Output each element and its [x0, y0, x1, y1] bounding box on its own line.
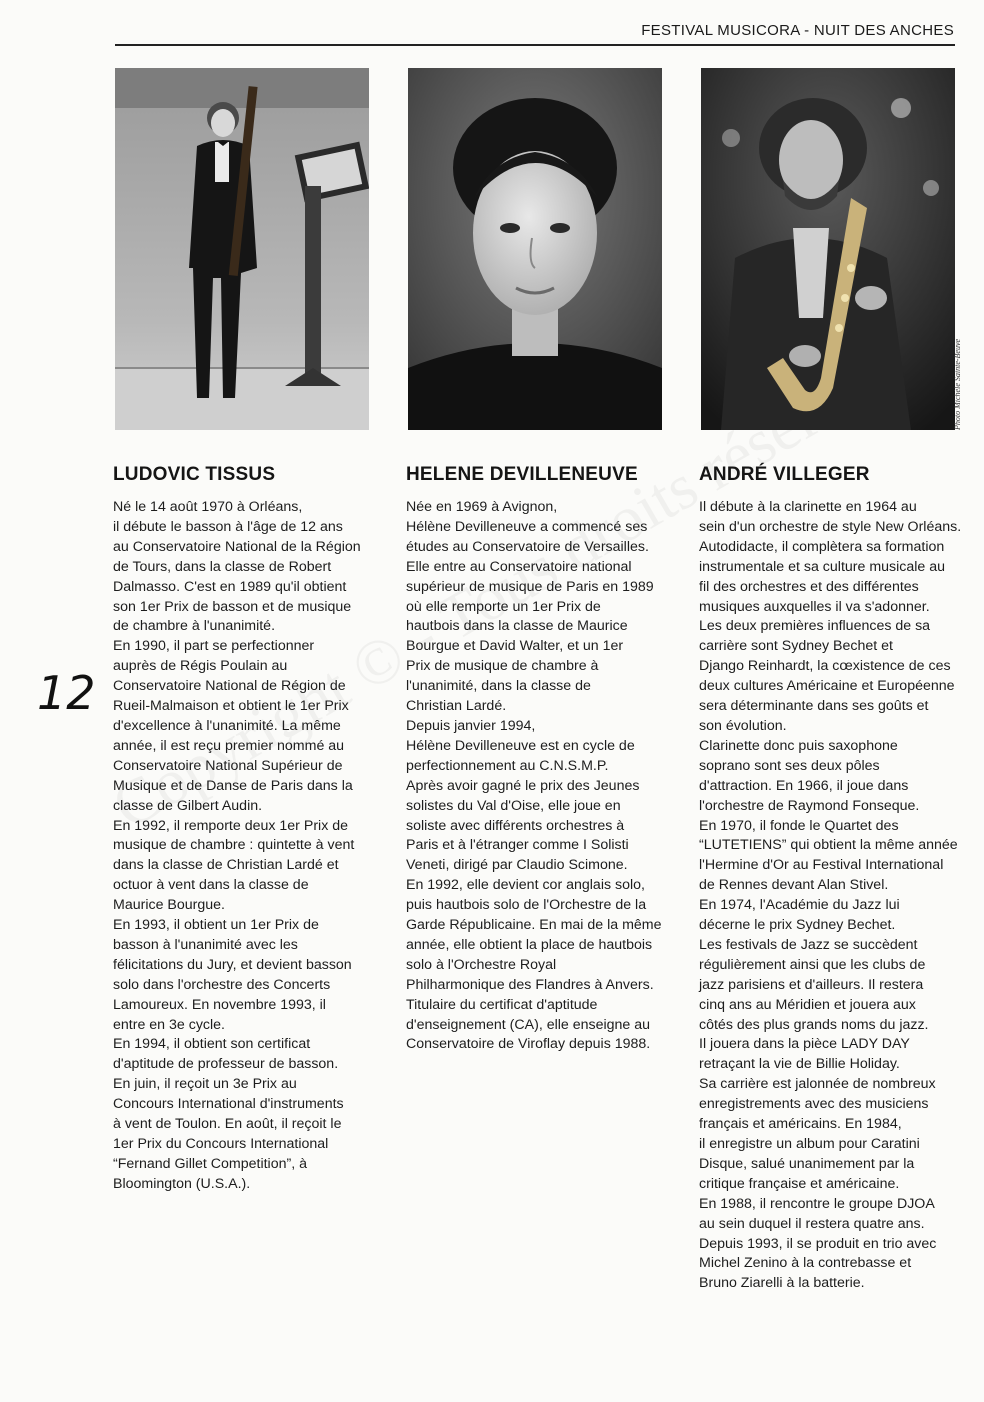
bio-line: il débute le basson à l'âge de 12 ans — [113, 518, 343, 535]
bio-line: Paris et à l'étranger comme I Solisti — [406, 837, 629, 854]
photo-ludovic-tissus — [115, 68, 369, 430]
bio-line: Django Reinhardt, la cœxistence de ces — [699, 658, 951, 675]
bio-line: à vent de Toulon. En août, il reçoit le — [113, 1116, 342, 1133]
photo-ludovic-tissus-image — [115, 68, 369, 430]
bio-text — [113, 498, 375, 1195]
bio-column-helene-devilleneuve — [406, 464, 672, 1055]
bio-line: Dalmasso. C'est en 1989 qu'il obtient — [113, 578, 347, 595]
bio-line: de chambre à l'unanimité. — [113, 618, 276, 635]
bio-line: En juin, il reçoit un 3e Prix au — [113, 1076, 297, 1093]
bio-line: fil des orchestres et des différentes — [699, 578, 919, 595]
bio-line: solo à l'Orchestre Royal — [406, 956, 557, 973]
bio-line: sera déterminante dans ses goûts et — [699, 698, 929, 715]
bio-line: l'unanimité, dans la classe de — [406, 678, 591, 695]
bio-line: Né le 14 août 1970 à Orléans, — [113, 499, 303, 515]
bio-line: Hélène Devilleneuve a commencé ses — [406, 518, 648, 535]
bio-name: LUDOVIC TISSUS — [113, 464, 276, 485]
bio-line: solo dans l'orchestre des Concerts — [113, 976, 331, 993]
bio-line: Musique et de Danse de Paris dans la — [113, 777, 353, 794]
bio-line: En 1992, elle devient cor anglais solo, — [406, 877, 645, 894]
bio-column-ludovic-tissus — [113, 464, 375, 1195]
bio-line: entre en 3e cycle. — [113, 1016, 225, 1033]
bio-line: Hélène Devilleneuve est en cycle de — [406, 737, 635, 754]
bio-line: En 1994, il obtient son certificat — [113, 1036, 311, 1053]
bio-line: hautbois dans la classe de Maurice — [406, 618, 628, 635]
bio-line: d'excellence à l'unanimité. La même — [113, 717, 341, 734]
bio-line: Bloomington (U.S.A.). — [113, 1175, 251, 1192]
bio-line: Autodidacte, il complètera sa formation — [699, 538, 945, 555]
bio-line: “LUTETIENS” qui obtient la même année — [699, 837, 958, 854]
bio-line: soliste avec différents orchestres à — [406, 817, 625, 834]
bio-line: son évolution. — [699, 717, 787, 734]
bio-text — [699, 498, 961, 1294]
bio-line: Prix de musique de chambre à — [406, 658, 599, 675]
bio-line: Disque, salué unanimement par la — [699, 1155, 915, 1172]
bio-line: basson à l'unanimité avec les — [113, 936, 298, 953]
bio-line: supérieur de musique de Paris en 1989 — [406, 578, 654, 595]
bio-line: Bourgue et David Walter, et un 1er — [406, 638, 624, 655]
bio-line: études au Conservatoire de Versailles. — [406, 538, 649, 555]
bio-line: Depuis janvier 1994, — [406, 717, 536, 734]
bio-line: au Conservatoire National de la Région — [113, 538, 361, 555]
bio-text — [406, 498, 672, 1055]
bio-line: retraçant la vie de Billie Holiday. — [699, 1056, 900, 1073]
bio-line: Depuis 1993, il se produit en trio avec — [699, 1235, 937, 1252]
bio-line: En 1993, il obtient un 1er Prix de — [113, 917, 319, 934]
bio-line: l'orchestre de Raymond Fonseque. — [699, 797, 920, 814]
bio-line: son 1er Prix de basson et de musique — [113, 598, 352, 615]
bio-line: Veneti, dirigé par Claudio Scimone. — [406, 857, 628, 874]
bio-line: jazz parisiens et d'ailleurs. Il restera — [699, 976, 924, 993]
bio-line: Maurice Bourgue. — [113, 897, 225, 914]
bio-line: Les deux premières influences de sa — [699, 618, 931, 635]
bio-line: Conservatoire de Viroflay depuis 1988. — [406, 1036, 651, 1053]
bio-line: Lamoureux. En novembre 1993, il — [113, 996, 326, 1013]
bio-line: de Tours, dans la classe de Robert — [113, 558, 332, 575]
bio-line: cinq ans au Méridien et jouera aux — [699, 996, 916, 1013]
bio-line: puis hautbois solo de l'Orchestre de la — [406, 897, 647, 914]
bio-name: ANDRÉ VILLEGER — [699, 464, 870, 485]
bio-line: Les festivals de Jazz se succèdent — [699, 936, 918, 953]
bio-line: Il jouera dans la pièce LADY DAY — [699, 1036, 910, 1053]
bio-line: octuor à vent dans la classe de — [113, 877, 309, 894]
header-rule — [115, 44, 955, 46]
bio-line: Christian Lardé. — [406, 698, 507, 715]
bio-line: d'attraction. En 1966, il joue dans — [699, 777, 909, 794]
bio-line: solistes du Val d'Oise, elle joue en — [406, 797, 621, 814]
bio-line: Rueil-Malmaison et obtient le 1er Prix — [113, 698, 349, 715]
bio-line: année, elle obtient la place de hautbois — [406, 936, 653, 953]
bio-line: l'Hermine d'Or au Festival International — [699, 857, 944, 874]
bio-line: soprano sont ses deux pôles — [699, 757, 880, 774]
bio-line: perfectionnement au C.N.S.M.P. — [406, 757, 609, 774]
page-number: 12 — [37, 666, 96, 720]
bio-line: musique de chambre : quintette à vent — [113, 837, 355, 854]
bio-line: Michel Zenino à la contrebasse et — [699, 1255, 912, 1272]
bio-line: En 1992, il remporte deux 1er Prix de — [113, 817, 349, 834]
bio-column-andre-villeger — [699, 464, 961, 1294]
running-header: FESTIVAL MUSICORA - NUIT DES ANCHES — [641, 22, 954, 39]
bio-line: instrumentale et sa culture musicale au — [699, 558, 946, 575]
bio-line: sein d'un orchestre de style New Orléans. — [699, 518, 962, 535]
bio-line: français et américains. En 1984, — [699, 1116, 902, 1133]
bio-line: félicitations du Jury, et devient basson — [113, 956, 352, 973]
photo-andre-villeger — [701, 68, 955, 430]
bio-line: Philharmonique des Flandres à Anvers. — [406, 976, 654, 993]
bio-line: Conservatoire National de Région de — [113, 678, 346, 695]
bio-line: il enregistre un album pour Caratini — [699, 1136, 920, 1152]
photo-helene-devilleneuve-image — [408, 68, 662, 430]
bio-line: Il débute à la clarinette en 1964 au — [699, 499, 917, 515]
bio-line: décerne le prix Sydney Bechet. — [699, 917, 896, 934]
bio-line: En 1990, il part se perfectionner — [113, 638, 315, 655]
bio-line: carrière sont Sydney Bechet et — [699, 638, 893, 655]
bio-line: deux cultures Américaine et Européenne — [699, 678, 955, 695]
bio-line: 1er Prix du Concours International — [113, 1136, 329, 1152]
bio-line: Concours International d'instruments — [113, 1096, 344, 1113]
bio-line: de Rennes devant Alan Stivel. — [699, 877, 889, 894]
bio-line: dans la classe de Christian Lardé et — [113, 857, 339, 874]
bio-name: HELENE DEVILLENEUVE — [406, 464, 638, 485]
bio-line: Conservatoire National Supérieur de — [113, 757, 343, 774]
bio-line: Sa carrière est jalonnée de nombreux — [699, 1076, 936, 1093]
bio-line: Née en 1969 à Avignon, — [406, 499, 558, 515]
bio-line: En 1988, il rencontre le groupe DJOA — [699, 1195, 935, 1212]
bio-line: En 1970, il fonde le Quartet des — [699, 817, 899, 834]
bio-line: En 1974, l'Académie du Jazz lui — [699, 897, 900, 914]
bio-line: musiques auxquelles il va s'adonner. — [699, 598, 930, 615]
bio-line: Elle entre au Conservatoire national — [406, 558, 632, 575]
bio-line: année, il est reçu premier nommé au — [113, 737, 345, 754]
bio-line: Après avoir gagné le prix des Jeunes — [406, 777, 640, 794]
bio-line: “Fernand Gillet Competition”, à — [113, 1155, 307, 1172]
bio-line: côtés des plus grands noms du jazz. — [699, 1016, 929, 1033]
photo-helene-devilleneuve — [408, 68, 662, 430]
bio-line: d'aptitude de professeur de basson. — [113, 1056, 339, 1073]
bio-line: régulièrement ainsi que les clubs de — [699, 956, 926, 973]
bio-line: Titulaire du certificat d'aptitude — [406, 996, 598, 1013]
bio-line: Clarinette donc puis saxophone — [699, 737, 898, 754]
bio-line: où elle remporte un 1er Prix de — [406, 598, 601, 615]
bio-line: Garde Républicaine. En mai de la même — [406, 917, 662, 934]
bio-line: auprès de Régis Poulain au — [113, 658, 288, 675]
bio-line: critique française et américaine. — [699, 1175, 900, 1192]
bio-line: au sein duquel il restera quatre ans. — [699, 1215, 925, 1232]
bio-line: classe de Gilbert Audin. — [113, 797, 263, 814]
photo-credit: Photo Michèle Sainte-Beuve — [953, 338, 962, 430]
bio-line: Bruno Ziarelli à la batterie. — [699, 1275, 865, 1292]
photo-andre-villeger-image — [701, 68, 955, 430]
bio-line: d'enseignement (CA), elle enseigne au — [406, 1016, 651, 1033]
bio-line: enregistrements avec des musiciens — [699, 1096, 929, 1113]
